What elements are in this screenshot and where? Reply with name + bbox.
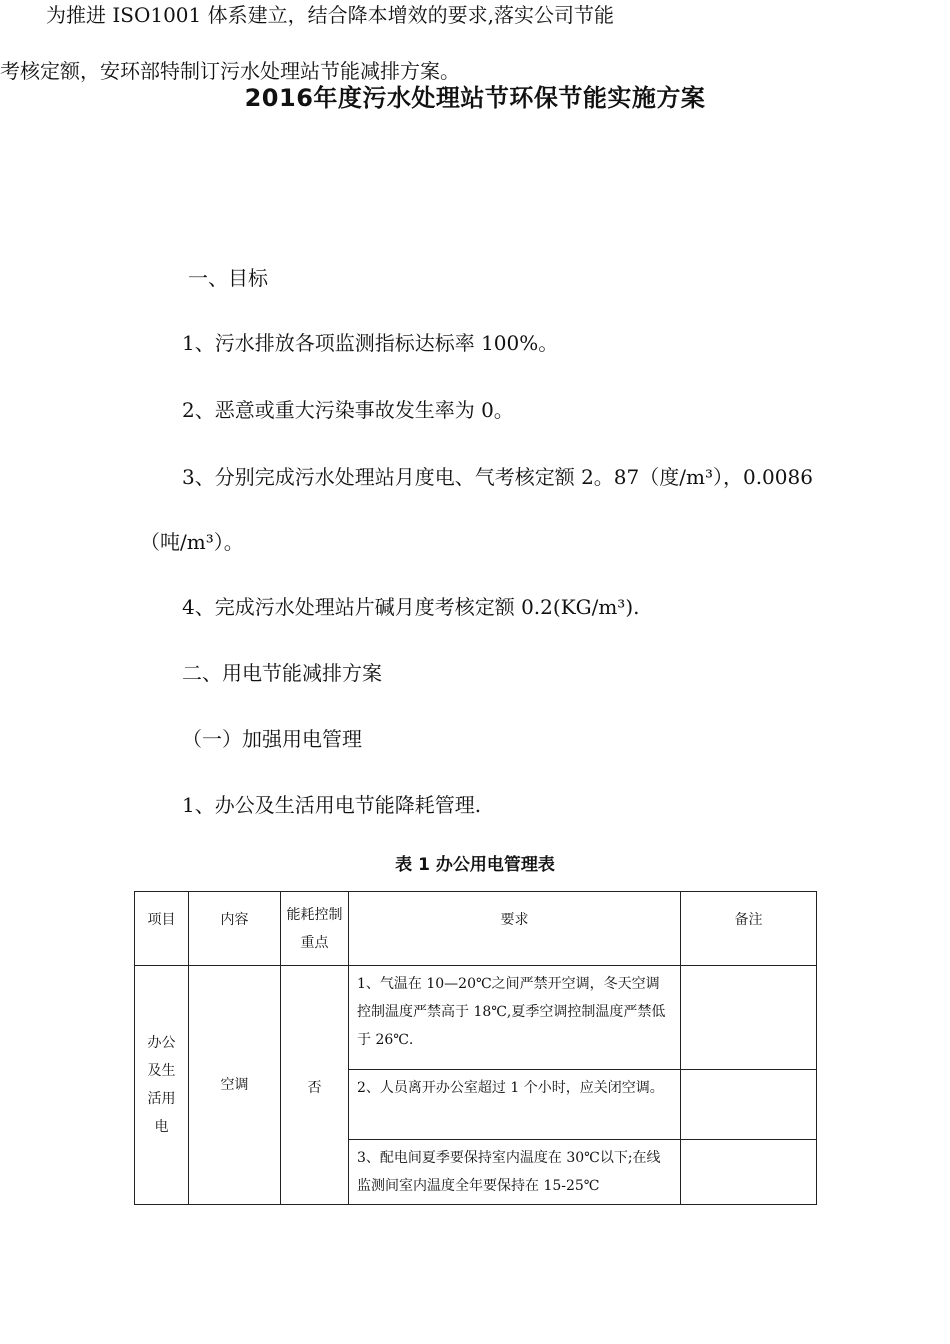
table-caption: 表 1 办公用电管理表 xyxy=(395,855,555,875)
goal-item-3-line-2: （吨/m³）。 xyxy=(140,530,244,554)
document-title: 2016年度污水处理站节环保节能实施方案 xyxy=(244,84,706,112)
intro-line-2: 考核定额，安环部特制订污水处理站节能减排方案。 xyxy=(0,59,460,83)
cell-project: 办公及生活用电 xyxy=(135,966,189,1205)
table-row xyxy=(135,966,817,1070)
cell-focus: 否 xyxy=(281,966,349,1205)
cell-requirement-2: 2、人员离开办公室超过 1 个小时，应关闭空调。 xyxy=(349,1070,681,1140)
cell-remark-3 xyxy=(681,1140,817,1205)
cell-remark-1 xyxy=(681,966,817,1070)
cell-requirement-1: 1、气温在 10—20℃之间严禁开空调，冬天空调控制温度严禁高于 18℃,夏季空调控制温度严禁低于 26℃. xyxy=(349,966,681,1070)
cell-remark-2 xyxy=(681,1070,817,1140)
goal-item-3-line-1: 3、分别完成污水处理站月度电、气考核定额 2。87（度/m³），0.0086 xyxy=(182,465,813,489)
office-power-table xyxy=(134,891,817,1205)
goal-item-4: 4、完成污水处理站片碱月度考核定额 0.2(KG/m³). xyxy=(182,595,640,619)
cell-requirement-3: 3、配电间夏季要保持室内温度在 30℃以下;在线监测间室内温度全年要保持在 15-25℃ xyxy=(349,1140,681,1205)
goal-item-2: 2、恶意或重大污染事故发生率为 0。 xyxy=(182,398,514,422)
section-heading-power: 二、用电节能减排方案 xyxy=(182,661,382,685)
cell-content: 空调 xyxy=(189,966,281,1205)
header-focus: 能耗控制重点 xyxy=(281,892,349,966)
intro-line-1: 为推进 ISO1001 体系建立，结合降本增效的要求,落实公司节能 xyxy=(46,3,614,27)
power-item-1: 1、办公及生活用电节能降耗管理. xyxy=(182,793,482,817)
table-header-row xyxy=(135,892,817,966)
section-heading-goals: 一、目标 xyxy=(188,266,268,290)
header-content: 内容 xyxy=(189,892,281,966)
subsection-heading-power-management: （一）加强用电管理 xyxy=(182,727,362,751)
header-project: 项目 xyxy=(135,892,189,966)
header-requirements: 要求 xyxy=(349,892,681,966)
intro-paragraph xyxy=(0,0,680,86)
header-remarks: 备注 xyxy=(681,892,817,966)
goal-item-1: 1、污水排放各项监测指标达标率 100%。 xyxy=(182,331,559,355)
